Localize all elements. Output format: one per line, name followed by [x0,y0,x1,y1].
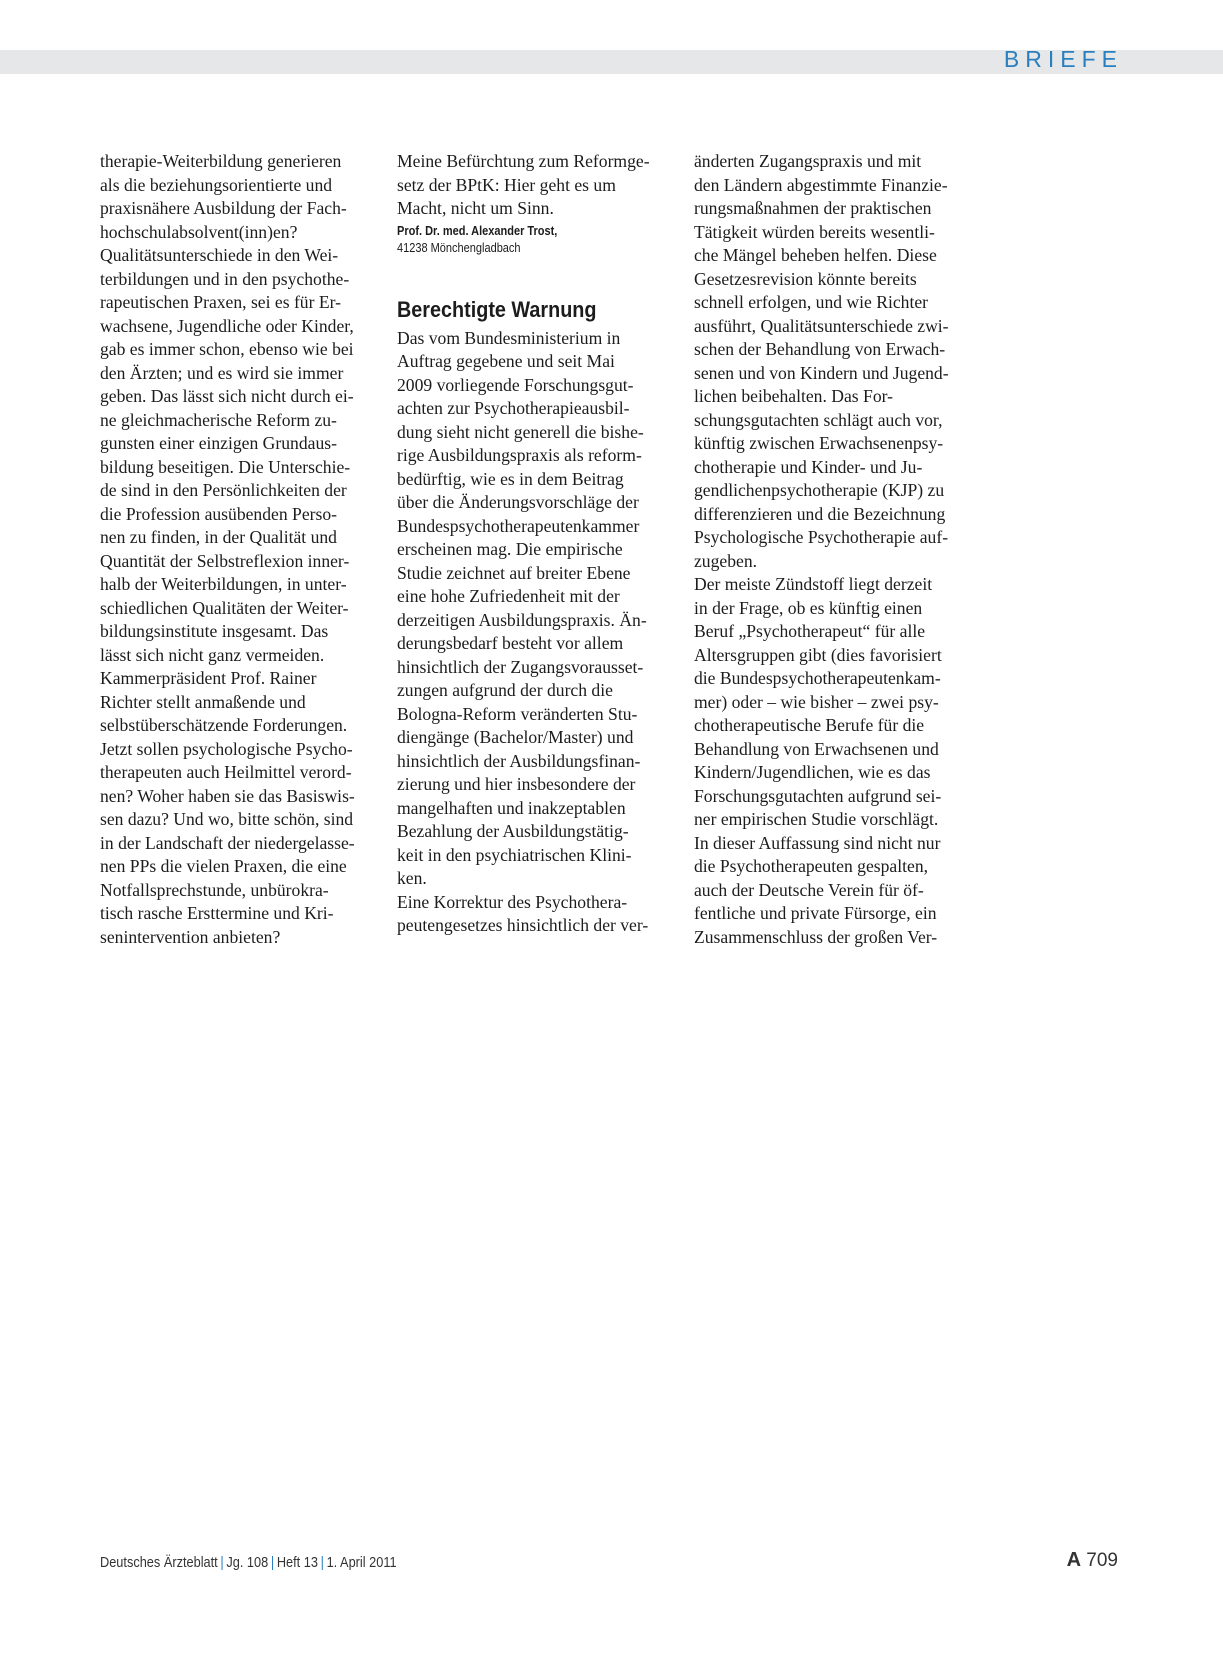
text-line: mangelhaften und inakzeptablen [397,797,626,818]
letter-heading: Berechtigte Warnung [397,296,597,322]
text-line: schen der Behandlung von Erwach- [694,339,946,359]
text-line: auch der Deutsche Verein für öf- [694,879,924,900]
text-line: ken. [397,868,427,888]
text-line: Forschungsgutachten aufgrund sei- [694,785,942,806]
text-line: chotherapie und Kinder- und Ju- [694,456,923,477]
text-line: derzeitigen Ausbildungspraxis. Än- [397,609,647,630]
text-line: derungsbedarf besteht vor allem [397,633,624,653]
signature-city: 41238 Mönchengladbach [397,240,521,255]
text-line: Altersgruppen gibt (dies favorisiert [694,644,942,665]
text-line: Meine Befürchtung zum Reformge- [397,151,650,171]
text-line: therapie-Weiterbildung generieren [100,151,342,171]
footer-citation [100,1555,397,1571]
text-line: gab es immer schon, ebenso wie bei [100,339,354,359]
text-line: nen? Woher haben sie das Basiswis- [100,785,355,806]
text-line: dung sieht nicht generell die bishe- [397,421,644,442]
text-line: bedürftig, wie es in dem Beitrag [397,468,624,489]
text-line: Bundespsychotherapeutenkammer [397,515,640,536]
text-line: bildung beseitigen. Die Unterschie- [100,456,351,477]
text-line: hochschulabsolvent(inn)en? [100,221,298,242]
text-line: Beruf „Psychotherapeut“ für alle [694,621,926,641]
text-line: selbstüberschätzende Forderungen. [100,715,348,735]
text-line: keit in den psychiatrischen Klini- [397,844,632,865]
text-line: schungsgutachten schlägt auch vor, [694,409,943,430]
text-line: die Profession ausübenden Perso- [100,503,337,524]
text-line: mer) oder – wie bisher – zwei psy- [694,691,939,712]
page-number-value: 709 [1086,1550,1118,1571]
text-line: Psychologische Psychotherapie auf- [694,527,949,547]
journal-date: 1. April 2011 [326,1555,397,1571]
text-line: lässt sich nicht ganz vermeiden. [100,644,325,665]
text-line: die Bundespsychotherapeutenkam- [694,668,941,688]
text-line: Eine Korrektur des Psychothera- [397,891,628,912]
text-line: lichen beibehalten. Das For- [694,386,893,406]
text-line: wachsene, Jugendliche oder Kinder, [100,315,354,336]
text-line: differenzieren und die Bezeichnung [694,503,946,524]
separator: | [220,1555,224,1571]
text-column-3 [694,150,976,949]
text-line: gunsten einer einzigen Grundaus- [100,433,337,453]
text-line: Kammerpräsident Prof. Rainer [100,668,317,688]
text-line: ausführt, Qualitätsunterschiede zwi- [694,315,949,336]
text-line: hinsichtlich der Zugangsvorausset- [397,656,644,677]
text-line: peutengesetzes hinsichtlich der ver- [397,915,649,935]
text-column-1 [100,150,382,949]
text-line: rungsmaßnahmen der praktischen [694,198,932,218]
text-line: bildungsinstitute insgesamt. Das [100,621,329,641]
text-line: die Psychotherapeuten gespalten, [694,856,929,876]
text-line: Das vom Bundesministerium in [397,327,621,348]
text-line: praxisnähere Ausbildung der Fach- [100,198,347,218]
page-letter: A [1066,1549,1082,1571]
text-line: Bezahlung der Ausbildungstätig- [397,821,629,841]
text-line: terbildungen und in den psychothe- [100,268,350,289]
text-line: zierung und hier insbesondere der [397,774,636,794]
text-line: Macht, nicht um Sinn. [397,198,554,218]
text-line: Kindern/Jugendlichen, wie es das [694,762,931,782]
text-line: senintervention anbieten? [100,926,281,947]
text-line: zungen aufgrund der durch die [397,680,613,700]
text-line: schiedlichen Qualitäten der Weiter- [100,597,349,618]
text-line: Auftrag gegebene und seit Mai [397,351,615,371]
text-line: senen und von Kindern und Jugend- [694,362,949,383]
text-line: Richter stellt anmaßende und [100,691,306,712]
text-line: halb der Weiterbildungen, in unter- [100,574,347,594]
text-line: fentliche und private Fürsorge, ein [694,903,937,923]
text-line: ne gleichmacherische Reform zu- [100,409,337,430]
text-line: geben. Das lässt sich nicht durch ei- [100,386,354,406]
text-line: rapeutischen Praxen, sei es für Er- [100,292,341,312]
journal-volume: Jg. 108 [226,1555,269,1571]
section-label: BRIEFE [1003,46,1123,72]
text-line: Quantität der Selbstreflexion inner- [100,550,350,571]
text-line: rige Ausbildungspraxis als reform- [397,445,642,465]
text-line: achten zur Psychotherapieausbil- [397,398,630,418]
text-line: che Mängel beheben helfen. Diese [694,245,937,265]
text-line: 2009 vorliegende Forschungsgut- [397,374,634,395]
letter-ending [397,150,679,221]
text-line: in der Landschaft der niedergelasse- [100,832,355,853]
text-line: diengänge (Bachelor/Master) und [397,727,634,747]
text-line: Tätigkeit würden bereits wesentli- [694,221,935,242]
text-line: Jetzt sollen psychologische Psycho- [100,738,353,759]
text-line: Zusammenschluss der großen Ver- [694,926,938,947]
text-line: als die beziehungsorientierte und [100,174,333,195]
text-line: Gesetzesrevision könnte bereits [694,268,917,289]
page-number [1067,1549,1118,1572]
text-line: erscheinen mag. Die empirische [397,539,623,559]
text-line: Qualitätsunterschiede in den Wei- [100,245,339,265]
text-line: Studie zeichnet auf breiter Ebene [397,562,631,583]
text-line: schnell erfolgen, und wie Richter [694,292,929,312]
text-line: de sind in den Persönlichkeiten der [100,480,347,500]
text-line: den Ärzten; und es wird sie immer [100,362,344,383]
journal-name: Deutsches Ärzteblatt [100,1555,218,1571]
text-line: in der Frage, ob es künftig einen [694,597,923,618]
journal-issue: Heft 13 [276,1555,318,1571]
text-line: den Ländern abgestimmte Finanzie- [694,174,948,195]
text-column-2 [397,150,679,938]
text-line: zugeben. [694,550,758,571]
text-line: In dieser Auffassung sind nicht nur [694,832,941,853]
text-line: sen dazu? Und wo, bitte schön, sind [100,809,354,829]
separator: | [320,1555,324,1571]
text-line: Notfallsprechstunde, unbürokra- [100,879,329,900]
text-line: nen PPs die vielen Praxen, die eine [100,856,347,876]
text-line: nen zu finden, in der Qualität und [100,527,337,547]
text-line: änderten Zugangspraxis und mit [694,151,922,171]
text-line: ner empirischen Studie vorschlägt. [694,809,939,829]
text-line: therapeuten auch Heilmittel verord- [100,762,352,782]
text-line: über die Änderungsvorschläge der [397,492,639,512]
text-line: gendlichenpsychotherapie (KJP) zu [694,480,945,500]
text-line: künftig zwischen Erwachsenenpsy- [694,433,944,453]
text-line: hinsichtlich der Ausbildungsfinan- [397,750,641,771]
letter-body [397,327,679,938]
signature-name: Prof. Dr. med. Alexander Trost, [397,223,558,238]
text-line: eine hohe Zufriedenheit mit der [397,586,620,606]
separator: | [270,1555,275,1571]
text-line: tisch rasche Ersttermine und Kri- [100,903,334,923]
text-line: chotherapeutische Berufe für die [694,715,925,735]
text-line: setz der BPtK: Hier geht es um [397,174,616,195]
text-line: Behandlung von Erwachsenen und [694,738,939,759]
text-line: Bologna-Reform veränderten Stu- [397,703,638,724]
text-line: Der meiste Zündstoff liegt derzeit [694,574,933,594]
